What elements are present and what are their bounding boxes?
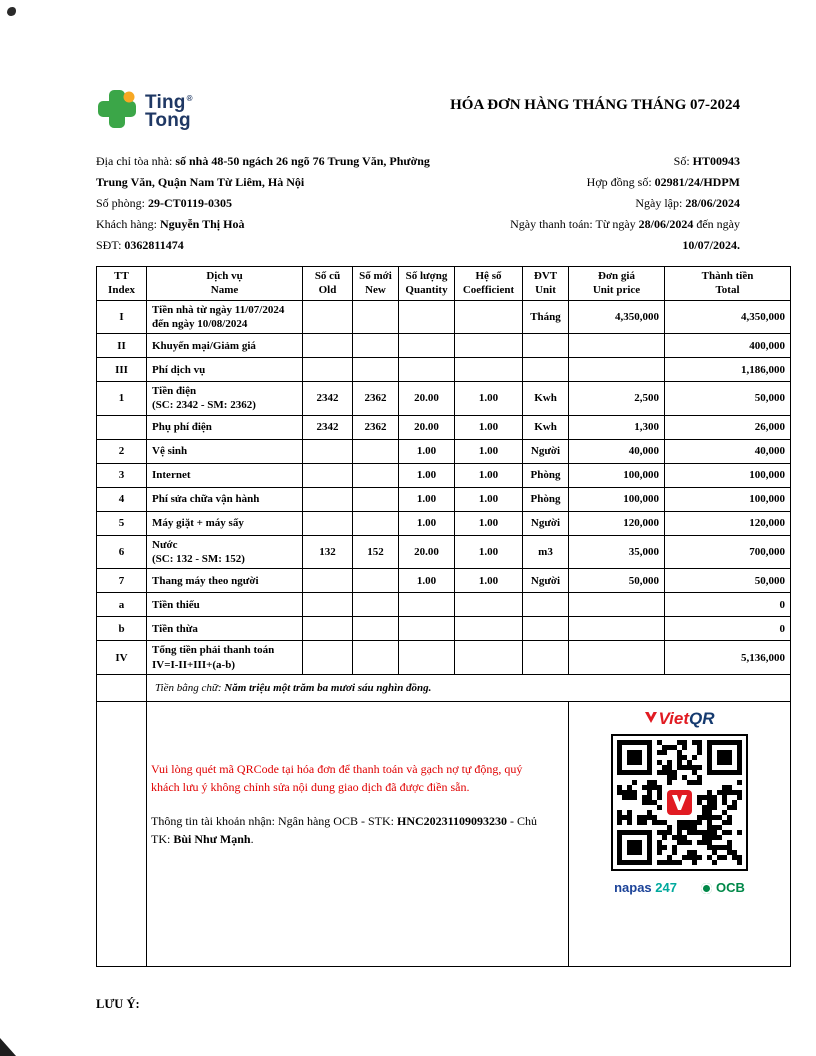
info-left-column bbox=[96, 151, 456, 256]
cell-old bbox=[303, 300, 353, 334]
cell-price: 50,000 bbox=[569, 569, 665, 593]
col-header-quantity: Số lượng Quantity bbox=[399, 267, 455, 301]
cell-price bbox=[569, 641, 665, 675]
napas-text: napas bbox=[614, 879, 652, 895]
cell-unit: Tháng bbox=[523, 300, 569, 334]
cell-old bbox=[303, 487, 353, 511]
address-label: Địa chỉ tòa nhà: bbox=[96, 154, 176, 168]
cell-index: 3 bbox=[97, 463, 147, 487]
invoice-number-line bbox=[456, 151, 740, 172]
cell-unit: Người bbox=[523, 511, 569, 535]
cell-name bbox=[147, 300, 303, 334]
col-header-unit-price: Đơn giá Unit price bbox=[569, 267, 665, 301]
invoice-title: HÓA ĐƠN HÀNG THÁNG THÁNG 07-2024 bbox=[450, 97, 740, 113]
invoice-info-section bbox=[96, 151, 790, 256]
cell-total: 100,000 bbox=[665, 463, 791, 487]
col-header-coefficient: Hệ số Coefficient bbox=[455, 267, 523, 301]
qr-payment-note: Vui lòng quét mã QRCode tại hóa đơn để thanh toán và gạch nợ tự động, quý khách lưu ý không chỉnh sửa nội dung giao dịch đã được điền sẵn. bbox=[151, 761, 523, 794]
napas-247-text: 247 bbox=[655, 879, 677, 895]
service-name-line2: đến ngày 10/08/2024 bbox=[152, 317, 248, 330]
cell-new bbox=[353, 641, 399, 675]
cell-coef: 1.00 bbox=[455, 382, 523, 416]
cell-old: 2342 bbox=[303, 382, 353, 416]
cell-coef bbox=[455, 300, 523, 334]
service-name-line1: Nước bbox=[152, 538, 178, 551]
cell-price: 1,300 bbox=[569, 415, 665, 439]
cell-total: 120,000 bbox=[665, 511, 791, 535]
table-row bbox=[97, 617, 791, 641]
service-name-line1: Phí dịch vụ bbox=[152, 363, 206, 376]
table-row bbox=[97, 415, 791, 439]
cell-old bbox=[303, 463, 353, 487]
col-header-index: TT Index bbox=[97, 267, 147, 301]
cell-old bbox=[303, 439, 353, 463]
cell-unit bbox=[523, 358, 569, 382]
cell-index: b bbox=[97, 617, 147, 641]
cell-price bbox=[569, 358, 665, 382]
cell-name bbox=[147, 641, 303, 675]
cell-old: 132 bbox=[303, 535, 353, 569]
vietqr-text-viet: Viet bbox=[658, 708, 690, 728]
table-row bbox=[97, 463, 791, 487]
cell-index: 5 bbox=[97, 511, 147, 535]
cell-index: 4 bbox=[97, 487, 147, 511]
cell-price: 100,000 bbox=[569, 487, 665, 511]
cell-unit bbox=[523, 593, 569, 617]
amount-in-words-row bbox=[97, 674, 791, 701]
cell-old bbox=[303, 334, 353, 358]
cell-new bbox=[353, 593, 399, 617]
cell-new bbox=[353, 439, 399, 463]
cell-coef: 1.00 bbox=[455, 569, 523, 593]
cell-coef: 1.00 bbox=[455, 439, 523, 463]
cell-qty bbox=[399, 641, 455, 675]
ocb-icon bbox=[701, 883, 712, 894]
tingtong-wordmark bbox=[145, 94, 193, 129]
cell-price bbox=[569, 593, 665, 617]
phone-line bbox=[96, 235, 456, 256]
cell-old: 2342 bbox=[303, 415, 353, 439]
cell-new: 2362 bbox=[353, 415, 399, 439]
table-row bbox=[97, 569, 791, 593]
amount-in-words-value: Năm triệu một trăm ba mươi sáu nghìn đồng. bbox=[224, 681, 432, 694]
table-row bbox=[97, 300, 791, 334]
cell-unit: Phòng bbox=[523, 487, 569, 511]
cell-total: 40,000 bbox=[665, 439, 791, 463]
cell-name bbox=[147, 334, 303, 358]
cell-coef: 1.00 bbox=[455, 535, 523, 569]
cell-total: 700,000 bbox=[665, 535, 791, 569]
cell-old bbox=[303, 358, 353, 382]
cell-unit bbox=[523, 641, 569, 675]
payment-period-line bbox=[456, 214, 740, 256]
cell-qty bbox=[399, 358, 455, 382]
cell-qty: 20.00 bbox=[399, 535, 455, 569]
scan-artifact-bottom-left bbox=[0, 1038, 16, 1056]
cell-new bbox=[353, 463, 399, 487]
invoice-table bbox=[96, 266, 791, 967]
cell-new bbox=[353, 300, 399, 334]
cell-total: 50,000 bbox=[665, 382, 791, 416]
cell-old bbox=[303, 641, 353, 675]
col-header-new: Số mới New bbox=[353, 267, 399, 301]
cell-coef bbox=[455, 617, 523, 641]
cell-unit bbox=[523, 617, 569, 641]
table-row bbox=[97, 641, 791, 675]
phone-value: 0362811474 bbox=[124, 238, 184, 252]
customer-line bbox=[96, 214, 456, 235]
cell-qty: 1.00 bbox=[399, 511, 455, 535]
vietqr-text-qr: QR bbox=[689, 708, 715, 728]
cell-new bbox=[353, 358, 399, 382]
col-header-name: Dịch vụ Name bbox=[147, 267, 303, 301]
amount-in-words-label: Tiền bằng chữ: bbox=[155, 681, 225, 694]
col-header-total: Thành tiền Total bbox=[665, 267, 791, 301]
cell-new bbox=[353, 334, 399, 358]
cell-new bbox=[353, 569, 399, 593]
cell-name bbox=[147, 382, 303, 416]
logo-text-ting: Ting bbox=[145, 92, 186, 114]
cell-name bbox=[147, 511, 303, 535]
cell-index: 2 bbox=[97, 439, 147, 463]
cell-unit: Người bbox=[523, 569, 569, 593]
room-value: 29-CT0119-0305 bbox=[148, 196, 233, 210]
building-address-line bbox=[96, 151, 456, 193]
table-row bbox=[97, 382, 791, 416]
cell-new: 2362 bbox=[353, 382, 399, 416]
cell-unit: Kwh bbox=[523, 415, 569, 439]
qr-cell bbox=[569, 701, 791, 966]
service-name-line1: Khuyến mại/Giảm giá bbox=[152, 339, 256, 352]
service-name-line1: Tiền nhà từ ngày 11/07/2024 bbox=[152, 303, 285, 316]
cell-index: I bbox=[97, 300, 147, 334]
cell-qty bbox=[399, 300, 455, 334]
room-number-line bbox=[96, 193, 456, 214]
amount-in-words-cell bbox=[147, 674, 791, 701]
cell-old bbox=[303, 511, 353, 535]
cell-index: 7 bbox=[97, 569, 147, 593]
cell-qty: 1.00 bbox=[399, 569, 455, 593]
invoice-number-value: HT00943 bbox=[692, 154, 740, 168]
cell-unit bbox=[523, 334, 569, 358]
payment-from-date: 28/06/2024 bbox=[638, 217, 694, 231]
cell-qty: 1.00 bbox=[399, 487, 455, 511]
cell-unit: Phòng bbox=[523, 463, 569, 487]
cell-new bbox=[353, 487, 399, 511]
cell-total: 100,000 bbox=[665, 487, 791, 511]
account-holder: Bùi Như Mạnh bbox=[173, 831, 251, 846]
cell-unit: Kwh bbox=[523, 382, 569, 416]
phone-label: SĐT: bbox=[96, 238, 125, 252]
info-right-column bbox=[456, 151, 740, 256]
cell-coef bbox=[455, 593, 523, 617]
cell-price bbox=[569, 617, 665, 641]
cell-total: 400,000 bbox=[665, 334, 791, 358]
table-row bbox=[97, 487, 791, 511]
cell-total: 0 bbox=[665, 617, 791, 641]
cell-qty bbox=[399, 334, 455, 358]
cell-name bbox=[147, 487, 303, 511]
cell-new bbox=[353, 617, 399, 641]
cell-qty: 20.00 bbox=[399, 415, 455, 439]
ocb-text: OCB bbox=[716, 879, 745, 895]
cell-total: 50,000 bbox=[665, 569, 791, 593]
cell-total: 0 bbox=[665, 593, 791, 617]
service-name-line1: Internet bbox=[152, 469, 191, 482]
address-value: số nhà 48-50 ngách 26 ngõ 76 Trung Văn, Phường Trung Văn, Quận Nam Từ Liêm, Hà Nội bbox=[96, 154, 430, 189]
logo-text-tong: Tong bbox=[145, 109, 191, 131]
tingtong-plus-icon bbox=[96, 88, 138, 135]
service-name-line1: Phí sửa chữa vận hành bbox=[152, 493, 260, 506]
account-period: . bbox=[250, 831, 254, 846]
customer-value: Nguyễn Thị Hoà bbox=[159, 217, 245, 231]
payment-row bbox=[97, 701, 791, 966]
cell-name bbox=[147, 593, 303, 617]
cell-coef bbox=[455, 358, 523, 382]
cell-price: 120,000 bbox=[569, 511, 665, 535]
bank-logos bbox=[574, 880, 785, 897]
contract-label: Hợp đồng số: bbox=[586, 175, 655, 189]
cell-price: 35,000 bbox=[569, 535, 665, 569]
col-header-old: Số cũ Old bbox=[303, 267, 353, 301]
payment-period-label: Ngày thanh toán: Từ ngày bbox=[510, 217, 639, 231]
cell-total: 4,350,000 bbox=[665, 300, 791, 334]
contract-number-line bbox=[456, 172, 740, 193]
cell-qty bbox=[399, 617, 455, 641]
cell-coef bbox=[455, 641, 523, 675]
payment-to-date: 10/07/2024. bbox=[682, 238, 740, 252]
account-label: Thông tin tài khoản nhận: Ngân hàng OCB - STK: bbox=[151, 813, 397, 828]
account-mid-text: - Chủ TK: bbox=[151, 813, 537, 846]
cell-coef: 1.00 bbox=[455, 463, 523, 487]
invoice-header bbox=[96, 88, 790, 135]
cell-coef: 1.00 bbox=[455, 415, 523, 439]
cell-index: 1 bbox=[97, 382, 147, 416]
cell-index bbox=[97, 415, 147, 439]
invoice-number-label: Số: bbox=[673, 154, 693, 168]
table-row bbox=[97, 535, 791, 569]
qr-code bbox=[611, 734, 748, 871]
cell-qty: 1.00 bbox=[399, 463, 455, 487]
service-name-line2: (SC: 132 - SM: 152) bbox=[152, 553, 245, 566]
cell-name bbox=[147, 535, 303, 569]
napas-logo bbox=[614, 880, 677, 897]
cell-price bbox=[569, 334, 665, 358]
vietqr-logo bbox=[574, 710, 785, 729]
cell-price: 2,500 bbox=[569, 382, 665, 416]
issue-date-value: 28/06/2024 bbox=[685, 196, 740, 210]
cell-name bbox=[147, 415, 303, 439]
cell-total: 1,186,000 bbox=[665, 358, 791, 382]
ocb-logo bbox=[701, 880, 745, 897]
cell-index: II bbox=[97, 334, 147, 358]
cell-total: 26,000 bbox=[665, 415, 791, 439]
cell-index: a bbox=[97, 593, 147, 617]
table-row bbox=[97, 334, 791, 358]
cell-unit: m3 bbox=[523, 535, 569, 569]
cell-unit: Người bbox=[523, 439, 569, 463]
bank-account-info bbox=[151, 812, 554, 848]
cell-new bbox=[353, 511, 399, 535]
cell-old bbox=[303, 617, 353, 641]
service-name-line1: Tổng tiền phải thanh toán bbox=[152, 644, 275, 657]
cell-index: 6 bbox=[97, 535, 147, 569]
cell-coef: 1.00 bbox=[455, 487, 523, 511]
payment-mid-text: đến ngày bbox=[693, 217, 740, 231]
issue-date-label: Ngày lập: bbox=[635, 196, 686, 210]
table-row bbox=[97, 439, 791, 463]
scan-artifact-top-left bbox=[7, 7, 16, 16]
cell-price: 40,000 bbox=[569, 439, 665, 463]
cell-name bbox=[147, 463, 303, 487]
room-label: Số phòng: bbox=[96, 196, 149, 210]
issue-date-line bbox=[456, 193, 740, 214]
table-header-row bbox=[97, 267, 791, 301]
table-row bbox=[97, 358, 791, 382]
customer-label: Khách hàng: bbox=[96, 217, 160, 231]
cell-total: 5,136,000 bbox=[665, 641, 791, 675]
payment-spacer-cell bbox=[97, 701, 147, 966]
cell-old bbox=[303, 593, 353, 617]
cell-name bbox=[147, 617, 303, 641]
footer-note: LƯU Ý: bbox=[96, 996, 140, 1011]
contract-value: 02981/24/HDPM bbox=[654, 175, 740, 189]
service-name-line1: Tiền thừa bbox=[152, 622, 198, 635]
service-name-line1: Vệ sinh bbox=[152, 445, 188, 458]
cell-index: III bbox=[97, 358, 147, 382]
vietqr-v-icon bbox=[644, 709, 658, 728]
cell-price: 100,000 bbox=[569, 463, 665, 487]
service-name-line1: Thang máy theo người bbox=[152, 574, 259, 587]
table-row bbox=[97, 593, 791, 617]
payment-instructions-cell bbox=[147, 701, 569, 966]
cell-coef: 1.00 bbox=[455, 511, 523, 535]
table-row bbox=[97, 511, 791, 535]
cell-qty: 20.00 bbox=[399, 382, 455, 416]
account-number: HNC20231109093230 bbox=[396, 813, 507, 828]
service-name-line1: Máy giặt + máy sấy bbox=[152, 517, 244, 530]
service-name-line1: Tiền điện bbox=[152, 385, 197, 398]
cell-index: IV bbox=[97, 641, 147, 675]
cell-name bbox=[147, 439, 303, 463]
cell-name bbox=[147, 358, 303, 382]
cell-old bbox=[303, 569, 353, 593]
cell-price: 4,350,000 bbox=[569, 300, 665, 334]
registered-mark: ® bbox=[186, 93, 193, 103]
tingtong-logo bbox=[96, 88, 193, 135]
cell-qty: 1.00 bbox=[399, 439, 455, 463]
service-name-line2: IV=I-II+III+(a-b) bbox=[152, 658, 235, 671]
service-name-line1: Tiền thiếu bbox=[152, 598, 200, 611]
cell-name bbox=[147, 569, 303, 593]
amount-in-words-spacer-cell bbox=[97, 674, 147, 701]
service-name-line1: Phụ phí điện bbox=[152, 421, 212, 434]
col-header-unit: ĐVT Unit bbox=[523, 267, 569, 301]
cell-new: 152 bbox=[353, 535, 399, 569]
cell-coef bbox=[455, 334, 523, 358]
cell-qty bbox=[399, 593, 455, 617]
service-name-line2: (SC: 2342 - SM: 2362) bbox=[152, 399, 256, 412]
